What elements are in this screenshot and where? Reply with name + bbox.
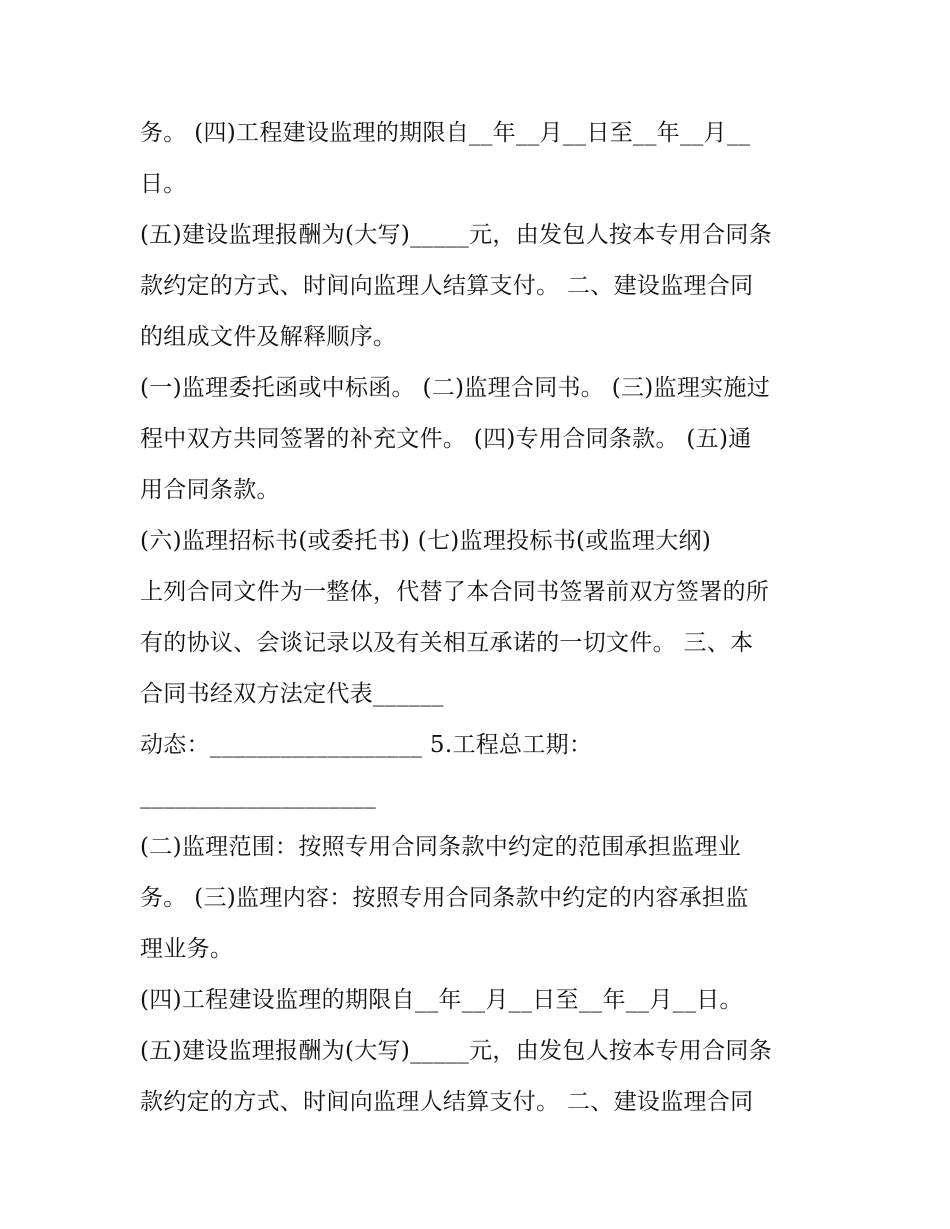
- text-line: (五)建设监理报酬为(大写)_____元，由发包人按本专用合同条: [140, 222, 772, 248]
- text-line: (四)工程建设监理的期限自__年__月__日至__年__月__日。: [140, 987, 743, 1013]
- text-line: 务。 (四)工程建设监理的期限自__年__月__日至__年__月__: [140, 120, 751, 146]
- text-line: 务。 (三)监理内容：按照专用合同条款中约定的内容承担监: [140, 885, 749, 911]
- text-line: 合同书经双方法定代表______: [140, 681, 444, 707]
- text-line: 理业务。: [140, 936, 234, 962]
- text-line: (六)监理招标书(或委托书) (七)监理投标书(或监理大纲): [140, 528, 712, 554]
- text-line: 的组成文件及解释顺序。: [140, 324, 397, 350]
- document-body: [140, 108, 820, 1128]
- text-line: (五)建设监理报酬为(大写)_____元，由发包人按本专用合同条: [140, 1038, 772, 1064]
- text-line: ____________________: [140, 783, 376, 809]
- text-line: (二)监理范围：按照专用合同条款中约定的范围承担监理业: [140, 834, 742, 860]
- text-line: 用合同条款。: [140, 477, 280, 503]
- text-line: 动态：__________________ 5.工程总工期：: [140, 732, 593, 758]
- text-line: 上列合同文件为一整体，代替了本合同书签署前双方签署的所: [140, 579, 770, 605]
- text-line: 日。: [140, 171, 187, 197]
- text-line: 款约定的方式、时间向监理人结算支付。 二、建设监理合同: [140, 1089, 754, 1115]
- text-line: (一)监理委托函或中标函。 (二)监理合同书。 (三)监理实施过: [140, 375, 771, 401]
- text-line: 程中双方共同签署的补充文件。 (四)专用合同条款。 (五)通: [140, 426, 752, 452]
- text-line: 款约定的方式、时间向监理人结算支付。 二、建设监理合同: [140, 273, 754, 299]
- text-line: 有的协议、会谈记录以及有关相互承诺的一切文件。 三、本: [140, 630, 754, 656]
